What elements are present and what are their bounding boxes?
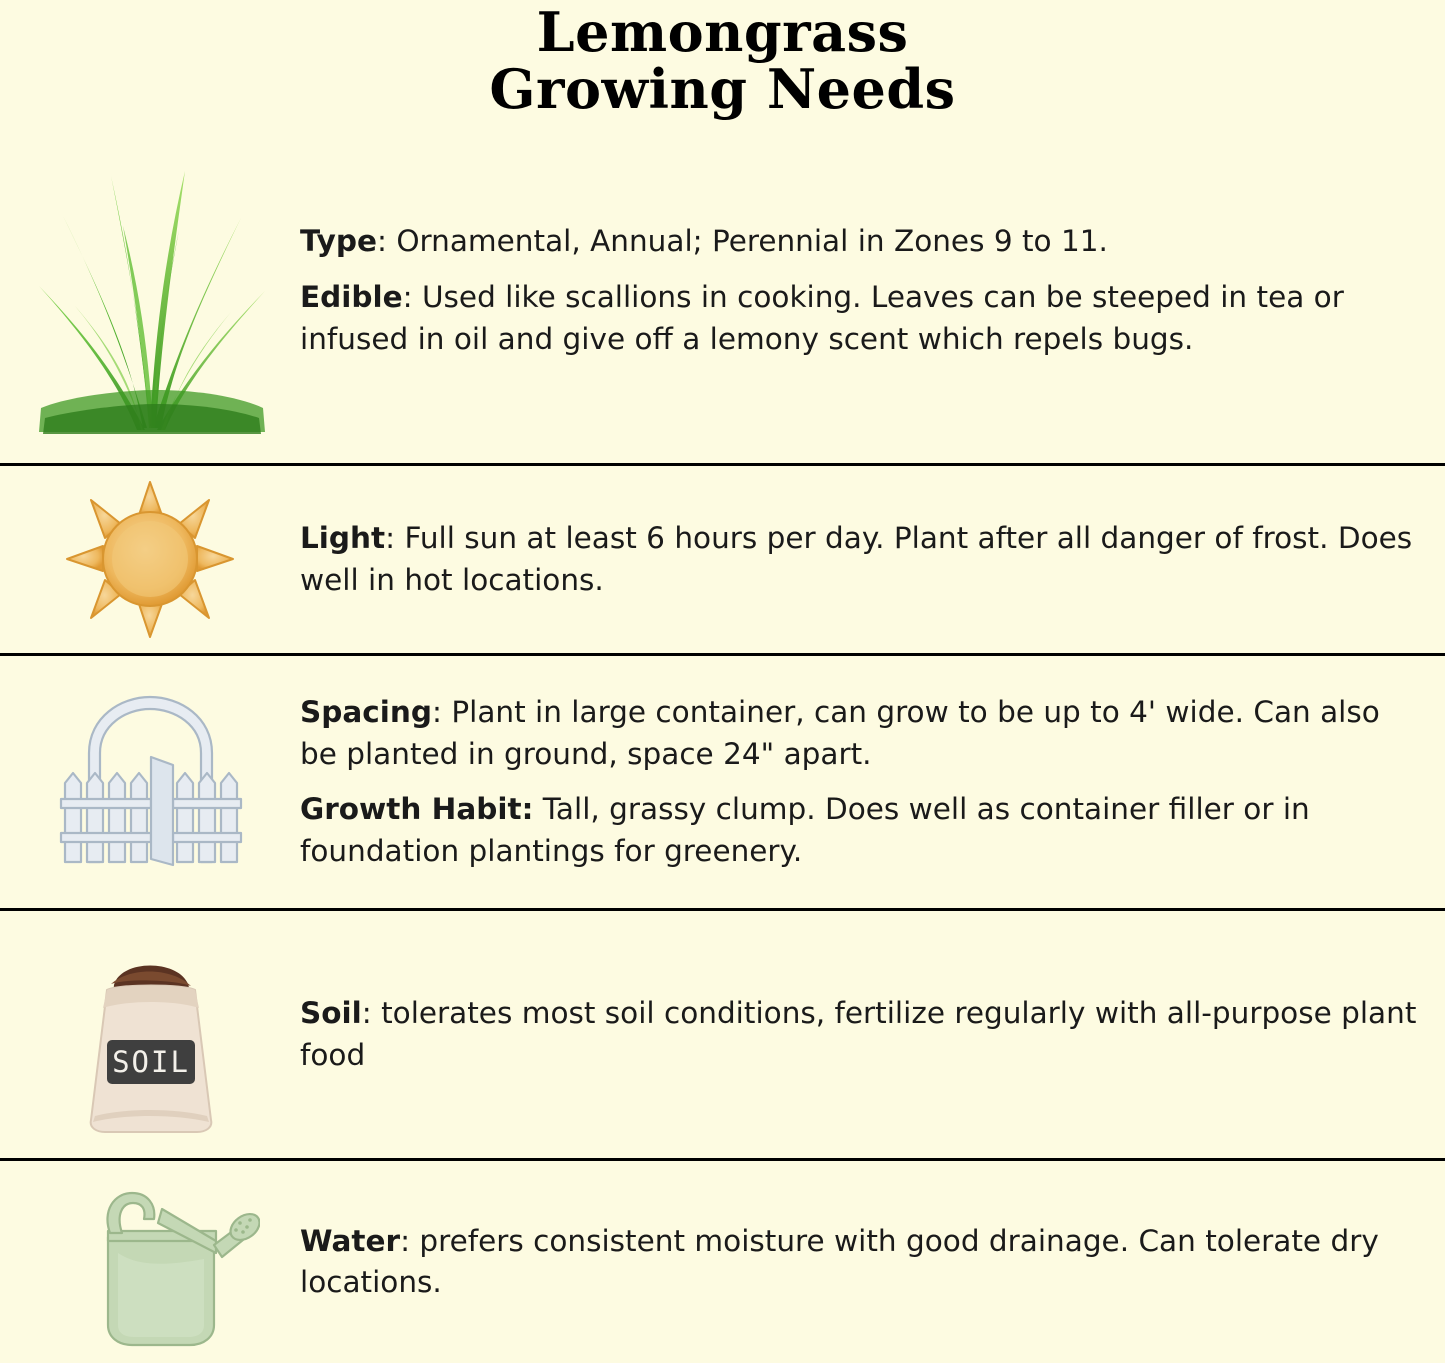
grass-clump-icon (15, 146, 285, 436)
icon-cell-sun (0, 472, 300, 647)
paragraph-spacing (300, 692, 1421, 776)
label-water: Water (300, 1223, 401, 1258)
paragraph-light (300, 518, 1421, 602)
garden-gate-icon (43, 687, 258, 877)
sun-icon (55, 472, 245, 647)
label-growth-habit: Growth Habit: (300, 792, 534, 827)
section-spacing (0, 653, 1445, 908)
sep-type: : (376, 224, 397, 259)
paragraph-growth-habit (300, 789, 1421, 873)
text-cell-light (300, 518, 1431, 602)
body-soil: tolerates most soil conditions, fertilize regularly with all-purpose plant food (300, 996, 1417, 1072)
sep-edible: : (402, 280, 422, 315)
sep-water: : (400, 1223, 420, 1258)
sep-light: : (385, 521, 405, 556)
text-cell-spacing (300, 692, 1431, 874)
title-line-1: Lemongrass (536, 0, 909, 64)
icon-cell-gate (0, 687, 300, 877)
body-spacing: Plant in large container, can grow to be up to 4' wide. Can also be planted in ground, space 24" apart. (300, 694, 1380, 771)
icon-cell-water (0, 1175, 300, 1350)
text-cell-water (300, 1221, 1431, 1305)
watering-can-icon (40, 1175, 260, 1350)
section-light (0, 463, 1445, 653)
text-cell-type (300, 221, 1431, 361)
section-type (0, 118, 1445, 463)
section-soil (0, 908, 1445, 1158)
title-line-2: Growing Needs (489, 57, 956, 122)
label-spacing: Spacing (300, 694, 432, 729)
paragraph-type (300, 221, 1421, 263)
body-light: Full sun at least 6 hours per day. Plant after all danger of frost. Does well in hot locations. (300, 521, 1413, 597)
sep-spacing: : (432, 694, 452, 729)
label-soil: Soil (300, 996, 362, 1031)
body-water: prefers consistent moisture with good drainage. Can tolerate dry locations. (300, 1223, 1379, 1300)
label-light: Light (300, 521, 386, 556)
page-title (0, 0, 1445, 122)
icon-cell-soil (0, 930, 300, 1140)
body-growth-habit: Tall, grassy clump. Does well as container filler or in foundation plantings for greenery. (300, 792, 1310, 869)
icon-cell-grass (0, 146, 300, 436)
paragraph-edible (300, 277, 1421, 361)
section-water (0, 1158, 1445, 1363)
sep-soil: : (361, 996, 382, 1031)
paragraph-water (300, 1221, 1421, 1305)
sep-growth-habit (533, 792, 542, 826)
body-edible: Used like scallions in cooking. Leaves can be steeped in tea or infused in oil and give off a lemony scent which repels bugs. (300, 280, 1344, 356)
body-type: Ornamental, Annual; Perennial in Zones 9 to 11. (396, 224, 1108, 259)
text-cell-soil (300, 993, 1431, 1077)
label-type: Type (300, 224, 377, 259)
soil-bag-icon (55, 930, 245, 1140)
soil-bag-label: SOIL (112, 1044, 190, 1079)
label-edible: Edible (300, 280, 403, 315)
paragraph-soil (300, 993, 1421, 1077)
